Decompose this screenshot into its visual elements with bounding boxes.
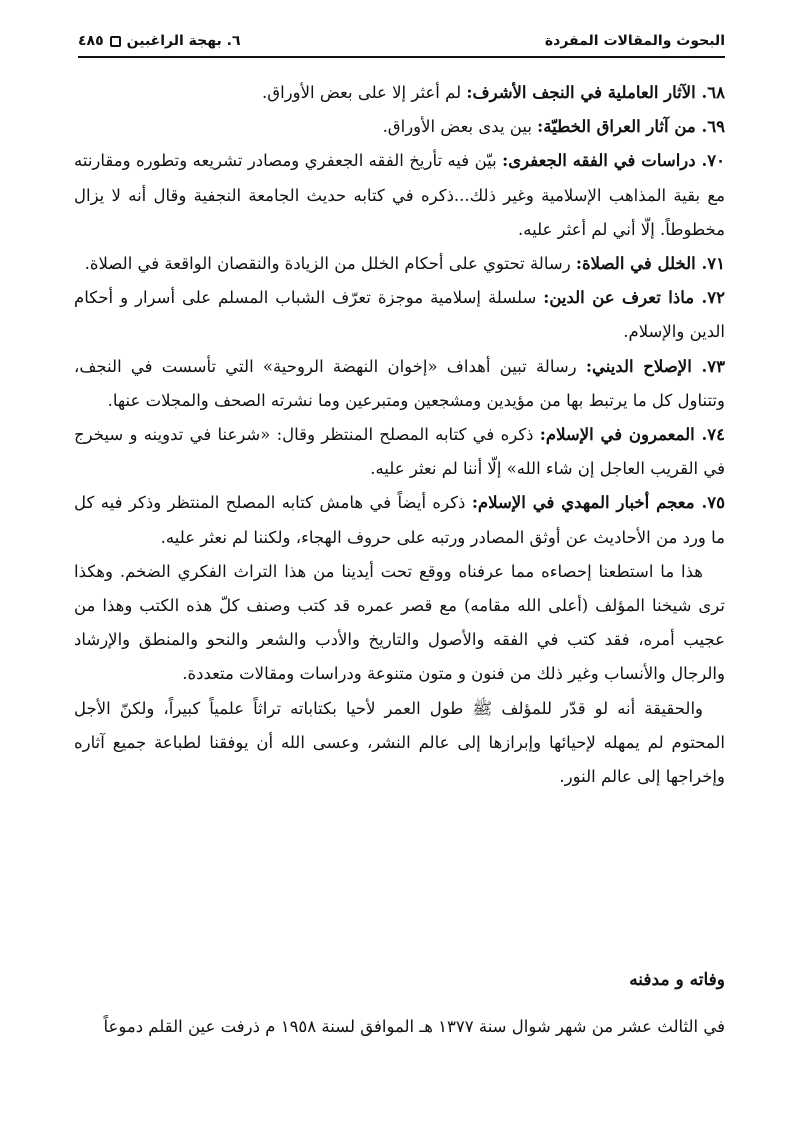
header-book-info (78, 33, 241, 49)
summary-paragraph: هذا ما استطعنا إحصاءه مما عرفناه ووقع تحت أيدينا من هذا التراث الفكري الضخم. وهكذا ترى شيخنا المؤلف (أعلى الله مقامه) مع قصر عمره قد كتب وصنف كلّ هذه الكتب وهذا من عجيب أمره، فقد كتب في الفقه والأصول والتاريخ والأدب والشعر والنحو والمنطق والإرشاد والرجال والأنساب وغير ذلك من فنون و متون متنوعة ودراسات ومقالات متعددة. (74, 561, 725, 684)
list-item-72: ٧٢. ماذا تعرف عن الدين: سلسلة إسلامية موجزة تعرّف الشباب المسلم على أسرار و أحكام الدين والإسلام. (74, 288, 726, 342)
running-header (78, 28, 725, 54)
list-item-75: ٧٥. معجم أخبار المهدي في الإسلام: ذكره أيضاً في هامش كتابه المصلح المنتظر وذكر فيه كل ما ورد من الأحاديث عن أوثق المصادر ورتبه على حروف الهجاء، ولكننا لم نعثر عليه. (74, 493, 726, 547)
header-book-title: ٦. بهجة الراغبين (126, 33, 241, 49)
list-item-71: ٧١. الخلل في الصلاة: رسالة تحتوي على أحكام الخلل من الزيادة والنقصان الواقعة في الصلاة. (84, 254, 725, 274)
header-section-title: البحوث والمقالات المفردة (544, 33, 725, 49)
page-number: ٤٨٥ (78, 33, 104, 49)
list-item-73: ٧٣. الإصلاح الديني: رسالة تبين أهداف «إخوان النهضة الروحية» التي تأسست في النجف، وتتناول كل ما يرتبط بها من مؤيدين ومشجعين ومتبرعين وما نشرته الصحف والمجلات عنها. (74, 356, 725, 410)
list-item-70: ٧٠. دراسات في الفقه الجعفرى: بيّن فيه تأريخ الفقه الجعفري ومصادر تشريعه وتطوره ومقارنته مع بقية المذاهب الإسلامية وغير ذلك...ذكره في كتابه حديث الجامعة النجفية وقال أنه لا يزال مخطوطاً. إلّا أني لم أعثر عليه. (74, 151, 725, 239)
list-item-74: ٧٤. المعمرون في الإسلام: ذكره في كتابه المصلح المنتظر وقال: «شرعنا في تدوينه و سيخرج في القريب العاجل إن شاء الله» إلّا أننا لم نعثر عليه. (74, 425, 725, 479)
header-divider (78, 56, 725, 58)
square-ornament-icon (110, 36, 121, 47)
page-body (74, 76, 725, 794)
closing-paragraph: والحقيقة أنه لو قدّر للمؤلف ﷺ طول العمر لأحيا بكتاباته تراثاً علمياً كبيراً، ولكنّ الأجل المحتوم لم يمهله لإحيائها وإبرازها إلى عالم النشر، وعسى الله أن يوفقنا لطباعة جميع آثاره وإخراجها إلى عالم النور. (74, 698, 725, 787)
list-item-69: ٦٩. من آثار العراق الخطيّة: بين يدى بعض الأوراق. (382, 117, 725, 137)
section-first-line: في الثالث عشر من شهر شوال سنة ١٣٧٧ هـ الموافق لسنة ١٩٥٨ م ذرفت عين القلم دموعاً (103, 1017, 725, 1036)
section-heading: وفاته و مدفنه (629, 970, 725, 990)
list-item-68: ٦٨. الآثار العاملية في النجف الأشرف: لم أعثر إلا على بعض الأوراق. (262, 83, 725, 102)
